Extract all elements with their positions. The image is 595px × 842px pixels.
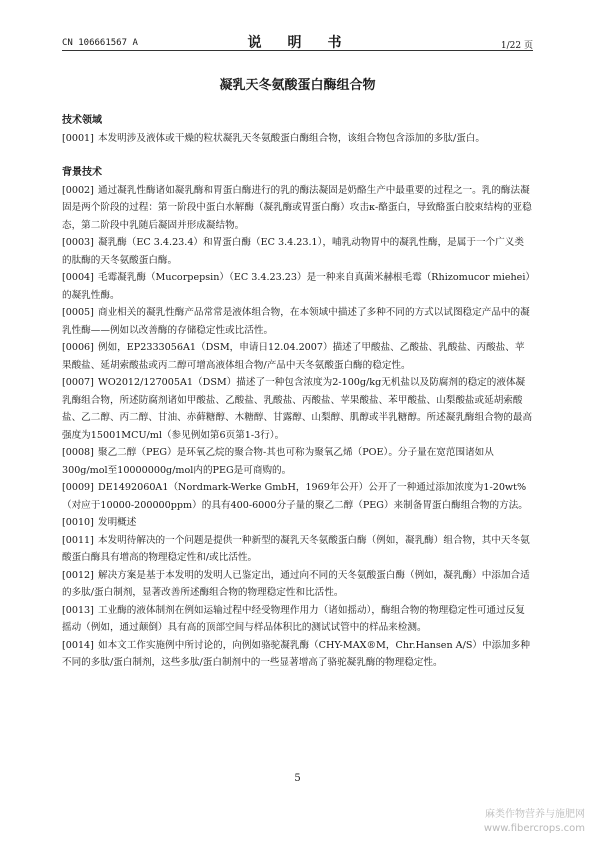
paragraph-number: [0013] (62, 604, 94, 616)
paragraph-text: DE1492060A1（Nordmark-Werke GmbH，1969年公开）公开了一种通过添加浓度为1-20wt%（对应于10000-200000ppm）的具有400-6000分子量的聚乙二醇（PEG）来制备胃蛋白酶组合物的方法。 (62, 482, 528, 511)
section-heading: 技术领域 (62, 115, 102, 126)
publication-number: CN 106661567 A (62, 38, 138, 48)
paragraph (62, 269, 533, 304)
body-content (62, 112, 533, 689)
paragraph (62, 374, 533, 444)
paragraph (62, 182, 533, 235)
paragraph-number: [0009] (62, 482, 94, 493)
paragraph-number: [0005] (62, 307, 94, 318)
paragraph-text: 通过凝乳性酶诸如凝乳酶和胃蛋白酶进行的乳的酶法凝固是奶酪生产中最重要的过程之一。乳的酶法凝固是两个阶段的过程：第一阶段中蛋白水解酶（凝乳酶或胃蛋白酶）攻击κ-酪蛋白，导致酪蛋白胶束结构的亚稳态，第二阶段中乳随后凝固并形成凝结物。 (62, 184, 532, 231)
paragraph (62, 567, 533, 602)
paragraph (62, 514, 533, 532)
paragraph-number: [0002] (62, 184, 94, 196)
paragraph-number: [0004] (62, 272, 94, 283)
site-watermark (484, 808, 585, 836)
paragraph-number: [0008] (62, 447, 94, 458)
paragraph (62, 234, 533, 269)
page-number: 5 (294, 773, 301, 784)
paragraph-text: 凝乳酶（EC 3.4.23.4）和胃蛋白酶（EC 3.4.23.1），哺乳动物胃中的凝乳性酶，是属于一个广义类的肽酶的天冬氨酸蛋白酶。 (62, 237, 524, 266)
paragraph-text: 本发明涉及液体或干燥的粒状凝乳天冬氨酸蛋白酶组合物，该组合物包含添加的多肽/蛋白。 (98, 132, 485, 144)
paragraph-text: 本发明待解决的一个问题是提供一种新型的凝乳天冬氨酸蛋白酶（例如，凝乳酶）组合物，其中天冬氨酸蛋白酶具有增高的物理稳定性和/或比活性。 (62, 534, 530, 563)
paragraph-number: [0012] (62, 569, 94, 581)
paragraph (62, 602, 533, 637)
paragraph-number: [0014] (62, 639, 94, 651)
paragraph-text: 工业酶的液体制剂在例如运输过程中经受物理作用力（诸如摇动），酶组合物的物理稳定性可通过反复摇动（例如，通过颠倒）具有高的顶部空间与样品体积比的测试试管中的样品来检测。 (62, 604, 525, 633)
paragraph-text: WO2012/127005A1（DSM）描述了一种包含浓度为2-100g/kg无机盐以及防腐剂的稳定的液体凝乳酶组合物，所述防腐剂诸如甲酸盐、乙酸盐、乳酸盐、丙酸盐、苹果酸盐、苯甲酸盐、山梨酸盐或延胡索酸盐、乙二醇、丙二醇、甘油、赤藓糖醇、木糖醇、甘露醇、山梨醇、肌醇或半乳糖醇。所述凝乳酶组合物的最高强度为15001MCU/ml（参见例如第6页第1-3行）。 (62, 377, 533, 441)
paragraph (62, 479, 533, 514)
section-heading: 背景技术 (62, 167, 102, 178)
paragraph-number: [0011] (62, 534, 94, 546)
document-type: 说 明 书 (247, 35, 348, 51)
document-title: 凝乳天冬氨酸蛋白酶组合物 (219, 78, 376, 93)
paragraph-number: [0010] (62, 517, 94, 528)
watermark-line: www.fibercrops.com (483, 823, 585, 834)
page-header (62, 30, 533, 51)
paragraph-text: 解决方案是基于本发明的发明人已鉴定出，通过向不同的天冬氨酸蛋白酶（例如，凝乳酶）中添加合适的多肽/蛋白制剂，显著改善所述酶组合物的物理稳定性和比活性。 (62, 569, 530, 598)
paragraph-number: [0001] (62, 132, 94, 144)
paragraph-text: 发明概述 (98, 517, 137, 528)
paragraph-text: 例如，EP2333056A1（DSM，申请日12.04.2007）描述了甲酸盐、乙酸盐、乳酸盐、丙酸盐、苹果酸盐、延胡索酸盐或丙二醇可增高液体组合物/产品中天冬氨酸蛋白酶的稳定性。 (62, 342, 525, 371)
paragraph-text: 毛霉凝乳酶（Mucorpepsin）（EC 3.4.23.23）是一种来自真菌米赫根毛霉（Rhizomucor miehei）的凝乳性酶。 (62, 272, 531, 301)
paragraph-number: [0007] (62, 377, 94, 388)
paragraph (62, 444, 533, 479)
watermark-line: 麻类作物营养与施肥网 (485, 809, 585, 820)
paragraph-number: [0006] (62, 342, 94, 353)
paragraph (62, 339, 533, 374)
paragraph-number: [0003] (62, 237, 94, 248)
paragraph-text: 如本文工作实施例中所讨论的，向例如骆驼凝乳酶（CHY-MAX®M，Chr.Hansen A/S）中添加多种不同的多肽/蛋白制剂，这些多肽/蛋白制剂中的一些显著增高了骆驼凝乳酶的物理稳定性。 (62, 639, 530, 668)
paragraph (62, 672, 533, 690)
paragraph-text: 聚乙二醇（PEG）是环氧乙烷的聚合物-其也可称为聚氧乙烯（POE）。分子量在宽范围诸如从300g/mol至10000000g/mol内的PEG是可商购的。 (62, 447, 494, 476)
paragraph (62, 130, 533, 148)
paragraph-text: 商业相关的凝乳性酶产品常常是液体组合物，在本领域中描述了多种不同的方式以试图稳定产品中的凝乳性酶——例如以改善酶的存储稳定性或比活性。 (62, 307, 530, 336)
paragraph (62, 532, 533, 567)
paragraph (62, 304, 533, 339)
page-indicator: 1/22 页 (500, 41, 533, 51)
paragraph (62, 637, 533, 672)
